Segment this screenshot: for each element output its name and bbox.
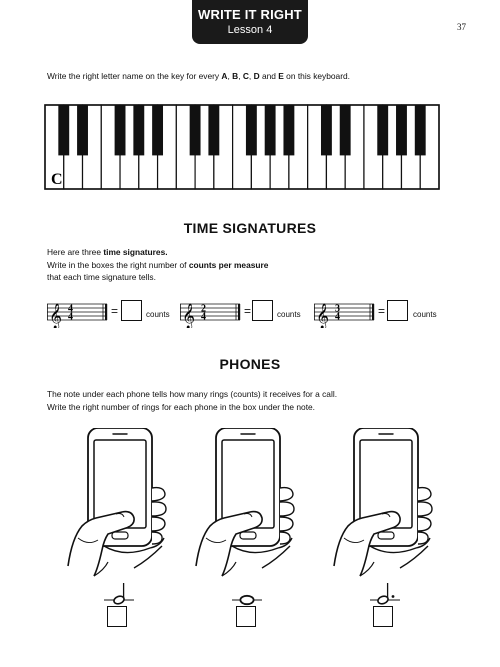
phone-hand-1	[64, 428, 174, 578]
rings-answer-box-3[interactable]	[373, 606, 393, 627]
black-key[interactable]	[190, 105, 201, 155]
phones-title: PHONES	[219, 356, 281, 372]
phone-hand-2	[192, 428, 302, 578]
equals-sign-1: =	[111, 304, 119, 318]
black-key[interactable]	[265, 105, 276, 155]
equals-sign-2: =	[244, 304, 252, 318]
rings-answer-box-1[interactable]	[107, 606, 127, 627]
time-signatures-instruction	[47, 246, 268, 284]
black-key[interactable]	[415, 105, 426, 155]
ts-line2-bold: counts per measure	[188, 259, 269, 270]
black-key[interactable]	[152, 105, 163, 155]
ts3-bottom: 4	[335, 311, 340, 323]
black-key[interactable]	[321, 105, 332, 155]
ts3-top: 3	[335, 303, 340, 315]
black-key[interactable]	[340, 105, 351, 155]
black-key[interactable]	[283, 105, 294, 155]
black-key[interactable]	[77, 105, 88, 155]
rings-answer-box-2[interactable]	[236, 606, 256, 627]
black-key[interactable]	[133, 105, 144, 155]
phone-icon	[334, 428, 432, 576]
time-signatures-title: TIME SIGNATURES	[183, 220, 317, 236]
counts-label-1: counts	[146, 310, 170, 319]
letter-a: A	[221, 71, 228, 81]
keyboard-instruction-prefix: Write the right letter name on the key for every	[47, 71, 222, 81]
black-key[interactable]	[115, 105, 126, 155]
piano-keyboard	[44, 104, 440, 190]
dotted-half-note-icon	[366, 582, 406, 606]
keyboard-instruction: Write the right letter name on the key for every A, B, C, D and E on this keyboard.	[47, 71, 350, 81]
ts-line2-prefix: Write in the boxes the right number of	[47, 259, 189, 270]
letter-b: B	[232, 71, 239, 81]
ts1-top: 4	[68, 303, 73, 315]
letter-c: C	[242, 71, 249, 81]
counts-answer-box-3[interactable]	[387, 300, 408, 321]
ts2-top: 2	[201, 303, 206, 315]
phone-icon	[196, 428, 294, 576]
time-signature-staff-2	[180, 296, 242, 328]
black-key[interactable]	[246, 105, 257, 155]
black-key[interactable]	[396, 105, 407, 155]
phones-line2: Write the right number of rings for each phone in the box under the note.	[47, 401, 316, 412]
time-signature-staff-3	[314, 296, 376, 328]
phones-line1: The note under each phone tells how many rings (counts) it receives for a call.	[47, 389, 338, 399]
whole-note-icon	[228, 582, 268, 606]
key-c-label: C	[51, 171, 63, 188]
letter-e: E	[278, 71, 284, 81]
treble-clef-icon: 𝄞	[316, 304, 330, 328]
counts-label-2: counts	[277, 310, 301, 319]
ts-line1-bold: time signatures.	[103, 247, 168, 257]
equals-sign-3: =	[378, 304, 386, 318]
page-number: 37	[457, 22, 466, 32]
header-title: WRITE IT RIGHT	[198, 7, 302, 22]
keyboard-instruction-suffix: on this keyboard.	[283, 71, 350, 81]
header-subtitle: Lesson 4	[227, 24, 273, 36]
counts-answer-box-2[interactable]	[252, 300, 273, 321]
phone-hand-3	[330, 428, 440, 578]
black-key[interactable]	[208, 105, 219, 155]
treble-clef-icon: 𝄞	[49, 304, 63, 328]
lesson-header-tab	[192, 0, 308, 44]
black-key[interactable]	[377, 105, 388, 155]
letter-d: D	[253, 71, 260, 81]
phones-instruction	[47, 388, 337, 413]
ts-line3: that each time signature tells.	[47, 272, 156, 282]
half-note-icon	[100, 582, 140, 606]
treble-clef-icon: 𝄞	[182, 304, 196, 328]
phone-icon	[68, 428, 166, 576]
ts-line1-prefix: Here are three	[47, 247, 104, 257]
counts-answer-box-1[interactable]	[121, 300, 142, 321]
counts-label-3: counts	[413, 310, 437, 319]
black-key[interactable]	[58, 105, 69, 155]
ts2-bottom: 4	[201, 311, 206, 323]
ts1-bottom: 4	[68, 311, 73, 323]
time-signature-staff-1	[47, 296, 109, 328]
